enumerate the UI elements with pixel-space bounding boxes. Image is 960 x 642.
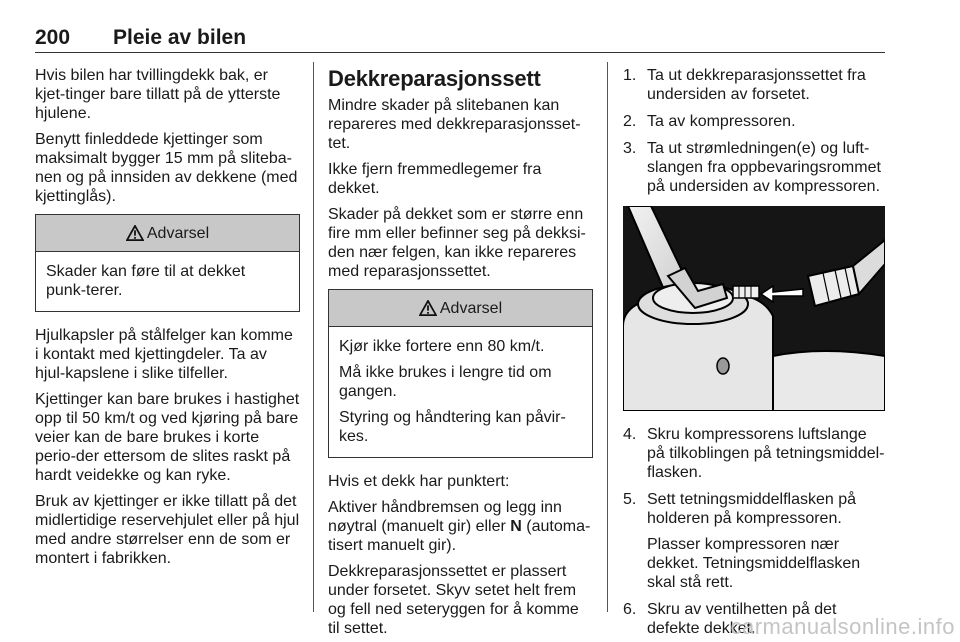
warning-line: Styring og håndtering kan påvir-kes. <box>339 409 566 445</box>
step-text: Ta ut strømledningen(e) og luft-slangen fra oppbevaringsrommet på undersiden av kompressoren. <box>647 140 881 195</box>
paragraph <box>328 498 593 555</box>
list-item <box>623 490 885 592</box>
step-number: 4. <box>623 426 637 443</box>
list-item <box>623 425 885 482</box>
step-number: 2. <box>623 113 637 130</box>
watermark: carmanualsonline.info <box>730 614 955 639</box>
column-middle <box>328 66 593 642</box>
gear-neutral-label: N <box>510 518 522 535</box>
list-item <box>623 66 885 104</box>
step-number: 5. <box>623 491 637 508</box>
compressor-hose-illustration <box>623 206 885 411</box>
warning-triangle-icon <box>126 225 144 241</box>
text-run: Aktiver håndbremsen og legg inn nøytral (manuelt gir) eller <box>328 499 562 535</box>
list-item <box>623 139 885 196</box>
warning-line: Kjør ikke fortere enn 80 km/t. <box>339 338 545 355</box>
page-header <box>35 26 885 53</box>
step-text: Plasser kompressoren nær dekket. Tetningsmiddelflasken skal stå rett. <box>647 536 861 591</box>
paragraph: Hjulkapsler på stålfelger kan komme i kontakt med kjettingdeler. Ta av hjul-kapslene i slike tilfeller. <box>35 327 293 382</box>
step-number: 3. <box>623 140 637 157</box>
column-divider <box>313 62 314 612</box>
warning-line: Må ikke brukes i lengre tid om gangen. <box>339 364 552 400</box>
warning-title: Advarsel <box>146 224 210 242</box>
paragraph: Kjettinger kan bare brukes i hastighet opp til 50 km/t og ved kjøring på bare veier kan de bare brukes i korte perio-der ettersom de slites raskt på hardt veidekke og kan ryke. <box>35 391 300 484</box>
paragraph: Bruk av kjettinger er ikke tillatt på det midlertidige reservehjulet eller på hjul med andre størrelser enn de som er montert i fabrikken. <box>35 493 300 567</box>
step-number: 6. <box>623 601 637 618</box>
step-text: Sett tetningsmiddelflasken på holderen på kompressoren. <box>647 491 857 527</box>
warning-triangle-icon <box>419 300 437 316</box>
step-list <box>623 425 885 638</box>
text-run: (automa-tisert manuelt gir). <box>328 518 591 554</box>
paragraph: Dekkreparasjonssettet er plassert under forsetet. Skyv setet helt frem og fell ned seteryggen for å komme til settet. <box>328 563 579 637</box>
paragraph: Ikke fjern fremmedlegemer fra dekket. <box>328 161 542 197</box>
page-title: Pleie av bilen <box>113 26 247 49</box>
step-number: 1. <box>623 67 637 84</box>
warning-box <box>35 214 300 312</box>
paragraph: Hvis bilen har tvillingdekk bak, er kjet-tinger bare tillatt på de ytterste hjulene. <box>35 67 281 122</box>
paragraph: Skader på dekket som er større enn fire mm eller befinner seg på dekksi-den nær felgen, kan ikke repareres med reparasjonssettet. <box>328 206 586 280</box>
column-divider <box>607 62 608 612</box>
warning-header <box>329 290 592 327</box>
paragraph: Mindre skader på slitebanen kan repareres med dekkreparasjonsset-tet. <box>328 97 581 152</box>
illustration-drawing <box>623 206 885 411</box>
warning-box <box>328 289 593 458</box>
column-left <box>35 66 300 575</box>
warning-header <box>36 215 299 252</box>
paragraph: Benytt finleddede kjettinger som maksimalt bygger 15 mm på sliteba-nen og på innsiden av dekkene (med kjettinglås). <box>35 131 298 205</box>
column-right <box>623 66 885 642</box>
step-text: Ta ut dekkreparasjonssettet fra undersiden av forsetet. <box>647 67 866 103</box>
warning-title: Advarsel <box>439 299 503 317</box>
warning-text: Skader kan føre til at dekket punk-terer. <box>46 263 246 299</box>
step-text: Skru av ventilhetten på det defekte dekket. <box>647 601 837 637</box>
step-text: Skru kompressorens luftslange på tilkoblingen på tetningsmiddel-flasken. <box>647 426 885 481</box>
step-text: Ta av kompressoren. <box>647 113 796 130</box>
page-number: 200 <box>35 26 71 49</box>
list-item <box>623 112 885 131</box>
step-list <box>623 66 885 196</box>
section-heading: Dekkreparasjonssett <box>328 66 541 91</box>
paragraph: Hvis et dekk har punktert: <box>328 473 510 490</box>
